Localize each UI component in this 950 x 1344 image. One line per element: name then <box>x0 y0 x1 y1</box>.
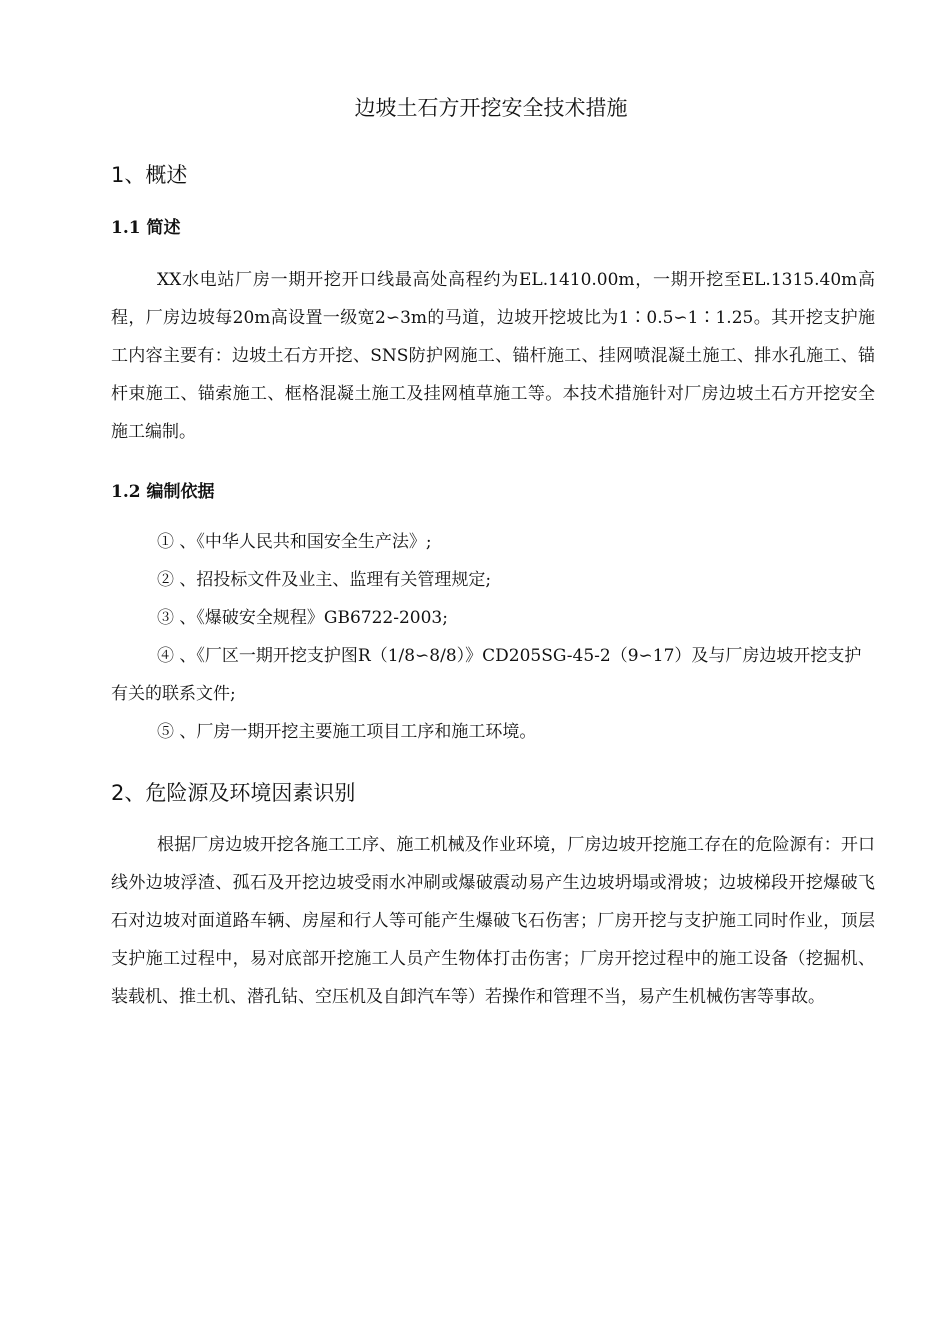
basis-item-2: ② 、招投标文件及业主、监理有关管理规定; <box>157 570 492 590</box>
section-1-heading: 1、概述 <box>111 163 188 187</box>
document-title: 边坡土石方开挖安全技术措施 <box>354 96 628 120</box>
section-1-1-number: 1.1 <box>111 218 141 238</box>
basis-item-3: ③ 、《爆破安全规程》GB6722-2003; <box>157 608 448 628</box>
section-1-1-label: 简述 <box>146 218 181 238</box>
section-2-heading: 2、危险源及环境因素识别 <box>111 781 356 805</box>
section-1-2-number: 1.2 <box>111 482 141 502</box>
basis-item-1: ① 、《中华人民共和国安全生产法》; <box>157 532 432 552</box>
basis-item-5: ⑤ 、厂房一期开挖主要施工项目工序和施工环境。 <box>157 722 537 742</box>
section-1-1-heading <box>111 215 181 241</box>
section-2-paragraph: 根据厂房边坡开挖各施工工序、施工机械及作业环境，厂房边坡开挖施工存在的危险源有：开口线外边坡浮渣、孤石及开挖边坡受雨水冲刷或爆破震动易产生边坡坍塌或滑坡；边坡梯段开挖爆破飞石对边坡对面道路车辆、房屋和行人等可能产生爆破飞石伤害；厂房开挖与支护施工同时作业，顶层支护施工过程中，易对底部开挖施工人员产生物体打击伤害；厂房开挖过程中的施工设备（挖掘机、装载机、推土机、潜孔钻、空压机及自卸汽车等）若操作和管理不当，易产生机械伤害等事故。 <box>111 835 875 1007</box>
section-1-2-label: 编制依据 <box>146 482 215 502</box>
section-1-2-heading <box>111 479 215 505</box>
section-1-1-paragraph: XX水电站厂房一期开挖开口线最高处高程约为EL.1410.00m，一期开挖至EL.1315.40m高程，厂房边坡每20m高设置一级宽2∽3m的马道，边坡开挖坡比为1∶0.5∽1∶1.25。其开挖支护施工内容主要有：边坡土石方开挖、SNS防护网施工、锚杆施工、挂网喷混凝土施工、排水孔施工、锚杆束施工、锚索施工、框格混凝土施工及挂网植草施工等。本技术措施针对厂房边坡土石方开挖安全施工编制。 <box>111 270 875 442</box>
basis-item-4: ④ 、《厂区一期开挖支护图R（1/8∽8/8）》CD205SG-45-2（9∽17）及与厂房边坡开挖支护有关的联系文件; <box>111 646 862 704</box>
